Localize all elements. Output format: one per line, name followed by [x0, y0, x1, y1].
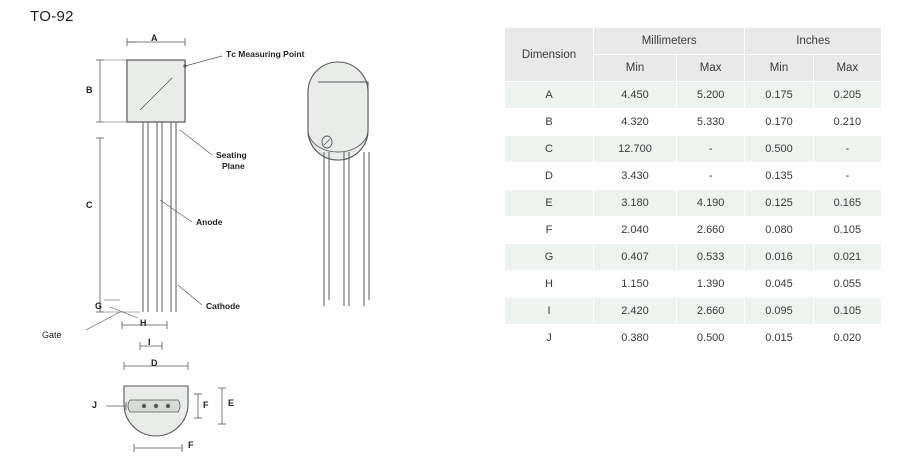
cell-mm-min: 1.150: [594, 271, 677, 298]
callout-seating-plane-line1: Seating: [216, 150, 247, 160]
cell-dimension: E: [505, 190, 594, 217]
cell-dimension: B: [505, 109, 594, 136]
column-header-dimension: Dimension: [505, 28, 594, 82]
cell-in-max: 0.055: [813, 271, 881, 298]
cell-in-min: 0.045: [745, 271, 813, 298]
dimension-letter-G: G: [95, 301, 103, 311]
cell-in-min: 0.015: [745, 325, 813, 352]
dimension-letter-H: H: [140, 318, 147, 328]
column-header-mm-max: Max: [677, 55, 745, 82]
column-header-in-max: Max: [813, 55, 881, 82]
cell-mm-min: 0.407: [594, 244, 677, 271]
cell-in-max: 0.020: [813, 325, 881, 352]
table-body: [505, 82, 882, 352]
cell-in-max: 0.105: [813, 217, 881, 244]
dimensions-table-wrapper: [504, 27, 882, 352]
cell-mm-min: 2.040: [594, 217, 677, 244]
cell-mm-min: 2.420: [594, 298, 677, 325]
cell-in-min: 0.095: [745, 298, 813, 325]
cell-mm-max: 5.200: [677, 82, 745, 109]
callout-tc-measuring-point: Tᴄ Measuring Point: [226, 49, 305, 59]
cell-mm-max: 5.330: [677, 109, 745, 136]
dimension-letter-C: C: [86, 200, 93, 210]
cell-in-max: 0.205: [813, 82, 881, 109]
cell-in-max: -: [813, 136, 881, 163]
cell-in-min: 0.500: [745, 136, 813, 163]
cell-dimension: I: [505, 298, 594, 325]
cell-mm-max: -: [677, 136, 745, 163]
table-row: [505, 217, 882, 244]
cell-in-min: 0.170: [745, 109, 813, 136]
column-header-inches: Inches: [745, 28, 882, 55]
table-row: [505, 298, 882, 325]
page-title: TO-92: [30, 8, 74, 25]
cell-dimension: F: [505, 217, 594, 244]
table-row: [505, 109, 882, 136]
table-row: [505, 163, 882, 190]
cell-dimension: D: [505, 163, 594, 190]
cell-in-min: 0.135: [745, 163, 813, 190]
dimension-letter-F-horizontal: F: [188, 440, 194, 450]
cell-mm-min: 4.320: [594, 109, 677, 136]
dimension-letter-B: B: [86, 85, 93, 95]
cell-in-max: 0.210: [813, 109, 881, 136]
table-head: [505, 28, 882, 82]
cell-mm-max: -: [677, 163, 745, 190]
dimension-letter-I: I: [148, 337, 151, 347]
cell-mm-max: 2.660: [677, 217, 745, 244]
cell-in-max: -: [813, 163, 881, 190]
cell-in-max: 0.021: [813, 244, 881, 271]
cell-dimension: A: [505, 82, 594, 109]
cell-dimension: C: [505, 136, 594, 163]
table-row: [505, 244, 882, 271]
cell-in-max: 0.105: [813, 298, 881, 325]
column-header-mm-min: Min: [594, 55, 677, 82]
cell-dimension: J: [505, 325, 594, 352]
dimension-letter-J: J: [92, 400, 98, 410]
callout-cathode: Cathode: [206, 301, 240, 311]
table-row: [505, 271, 882, 298]
callout-seating-plane-line2: Plane: [222, 161, 245, 171]
callout-anode: Anode: [196, 217, 223, 227]
cell-dimension: G: [505, 244, 594, 271]
cell-mm-min: 0.380: [594, 325, 677, 352]
cell-in-min: 0.125: [745, 190, 813, 217]
dimension-letter-E: E: [228, 398, 235, 408]
cell-in-min: 0.175: [745, 82, 813, 109]
cell-mm-max: 1.390: [677, 271, 745, 298]
cell-in-min: 0.016: [745, 244, 813, 271]
table-header-row-units: [505, 28, 882, 55]
table-row: [505, 136, 882, 163]
cell-mm-max: 4.190: [677, 190, 745, 217]
cell-in-min: 0.080: [745, 217, 813, 244]
dimension-letter-D: D: [151, 358, 158, 368]
cell-mm-min: 3.180: [594, 190, 677, 217]
dimensions-table: [504, 27, 882, 352]
cell-mm-max: 2.660: [677, 298, 745, 325]
cell-in-max: 0.165: [813, 190, 881, 217]
cell-mm-min: 3.430: [594, 163, 677, 190]
callout-gate: Gate: [42, 330, 62, 340]
table-row: [505, 325, 882, 352]
table-row: [505, 190, 882, 217]
dimension-letter-A: A: [151, 33, 158, 43]
cell-dimension: H: [505, 271, 594, 298]
dimension-letter-F-vertical: F: [203, 400, 209, 410]
cell-mm-max: 0.533: [677, 244, 745, 271]
cell-mm-max: 0.500: [677, 325, 745, 352]
column-header-in-min: Min: [745, 55, 813, 82]
cell-mm-min: 4.450: [594, 82, 677, 109]
table-row: [505, 82, 882, 109]
column-header-millimeters: Millimeters: [594, 28, 745, 55]
cell-mm-min: 12.700: [594, 136, 677, 163]
